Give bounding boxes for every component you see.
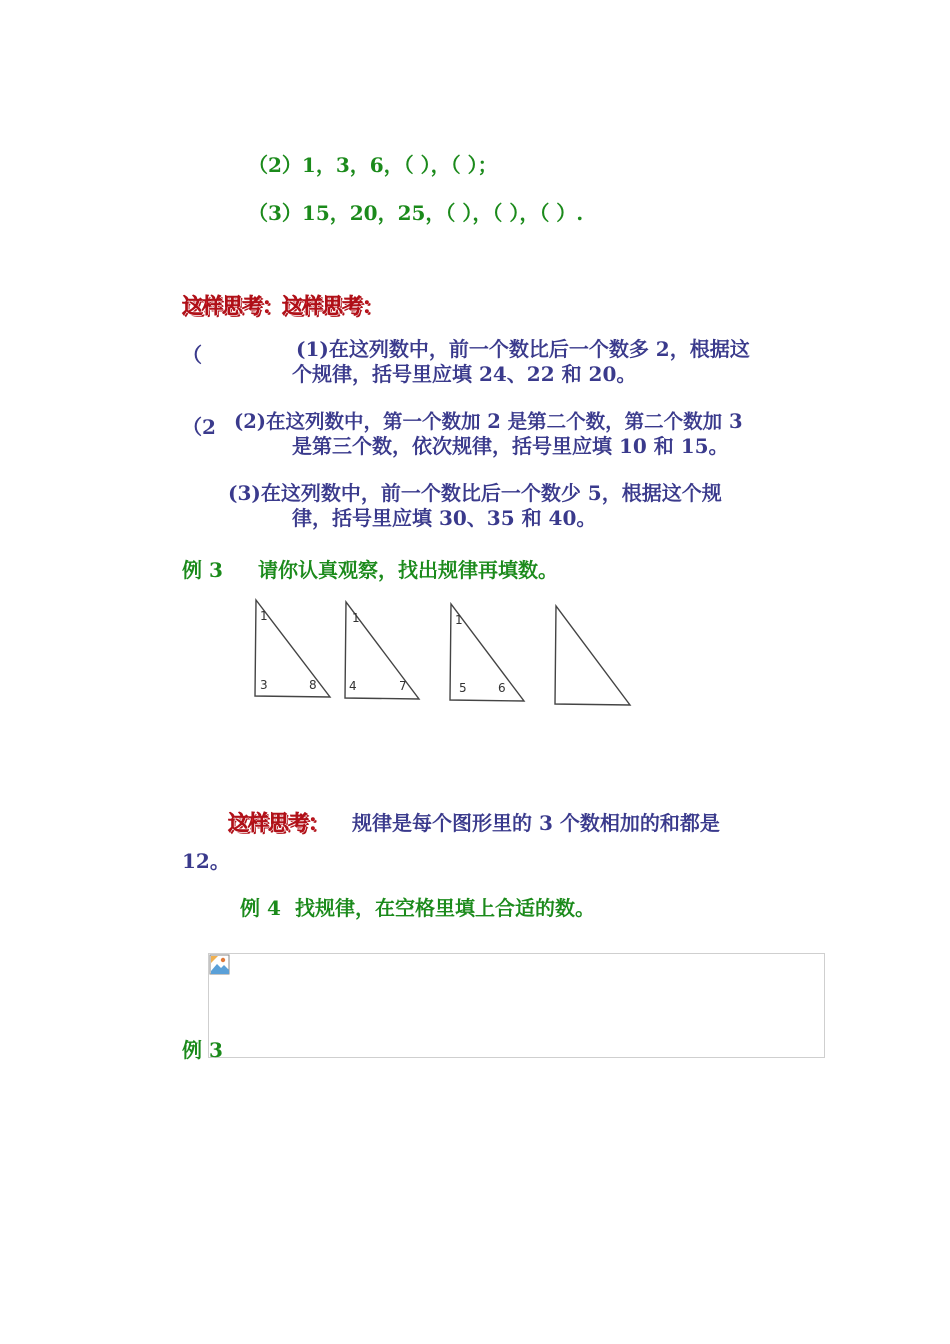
think2-line2: 12。 [182, 849, 230, 873]
example4-label: 例 4 [240, 896, 281, 920]
triangle-1-right: 8 [309, 678, 317, 692]
para2-line2: 是第三个数，依次规律，括号里应填 10 和 15。 [292, 434, 729, 458]
triangle-1-left: 3 [260, 678, 268, 692]
triangle-3-right: 6 [498, 681, 506, 695]
para3-line2: 律，括号里应填 30、35 和 40。 [292, 506, 597, 530]
triangle-4 [555, 606, 630, 705]
triangle-1 [255, 600, 330, 697]
think2-line1: 规律是每个图形里的 3 个数相加的和都是 [352, 811, 720, 835]
triangles-figure [248, 596, 638, 714]
example3-label: 例 3 [182, 558, 223, 582]
triangle-3 [450, 604, 524, 701]
para3-line1: (3)在这列数中，前一个数比后一个数少 5，根据这个规 [228, 481, 722, 505]
think-title-2: 这样思考： [228, 810, 328, 835]
para2-line1: (2)在这列数中，第一个数加 2 是第二个数，第二个数加 3 [234, 410, 743, 433]
triangle-2-top: 1 [352, 611, 360, 625]
para1-line1: (1)在这列数中，前一个数比后一个数多 2，根据这 [296, 337, 750, 361]
triangle-2 [345, 602, 419, 699]
para1-prefix: （ [182, 343, 202, 367]
triangle-3-left: 5 [459, 681, 467, 695]
para2-prefix: （2 [182, 415, 216, 439]
para1-line2: 个规律，括号里应填 24、22 和 20。 [292, 362, 637, 386]
triangle-1-top: 1 [260, 609, 268, 623]
triangle-3-top: 1 [455, 613, 463, 627]
broken-image-icon [209, 954, 231, 976]
example4-text: 找规律，在空格里填上合适的数。 [295, 896, 595, 920]
image-placeholder [208, 953, 825, 1058]
example3-text: 请你认真观察，找出规律再填数。 [258, 558, 558, 582]
bottom-example3-label: 例 3 [182, 1038, 223, 1062]
sequence-line-2: （2）1，3，6，（ ），（ ）； [248, 153, 498, 177]
sequence-line-3: （3）15，20，25，（ ），（ ），（ ）. [248, 201, 584, 225]
think-title: 这样思考：这样思考： [182, 293, 382, 318]
triangle-2-left: 4 [349, 679, 357, 693]
triangle-2-right: 7 [399, 679, 407, 693]
